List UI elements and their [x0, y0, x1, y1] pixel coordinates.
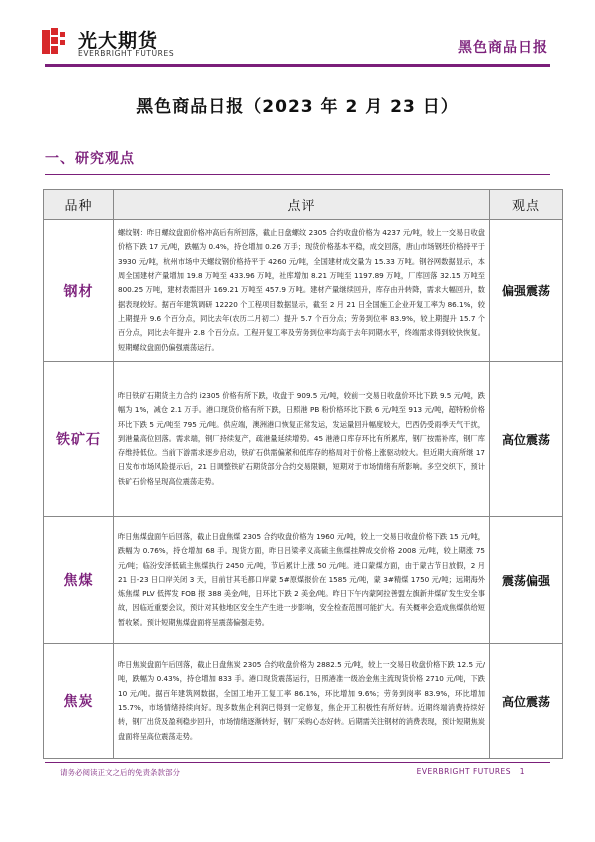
table-row [44, 220, 563, 362]
row-comment: 螺纹钢：昨日螺纹盘面价格冲高后有所回落，截止日盘螺纹 2305 合约收盘价格为 4237 元/吨，较上一交易日收盘价格下跌 17 元/吨，跌幅为 0.4%，持仓增加 0.26 万手；现货价格基本平稳，成交回落，唐山市场钢坯价格持平于 3930 元/吨，杭州市场中天螺纹钢价格持平于 4260 元/吨，全国建材成交量为 15.33 万吨。钢谷网数据显示，本周全国建材产量增加 19.8 万吨至 433.96 万吨，社库增加 8.21 万吨至 1197.89 万吨，厂库回落 32.15 万吨至 800.25 万吨，建材表需回升 169.21 万吨至 457.9 万吨。建材产量继续回升，库存由升转降，需求大幅回升，数据表现较好。据百年建筑调研 12220 个工程项目数据显示，截至 2 月 21 日全国施工企业开复工率为 86.1%，较上期提升 9.6 个百分点，同比去年(农历二月初二）提升 5.7 个百分点；劳务到位率 83.9%，较上期提升 15.7 个百分点，同比去年提升 2.8 个百分点。工程开复工率及劳务到位率均高于去年同期水平，终端需求得到较快恢复。短期螺纹盘面仍偏强震荡运行。 [114, 220, 490, 362]
row-view: 高位震荡 [490, 644, 563, 759]
row-view: 高位震荡 [490, 362, 563, 517]
row-comment: 昨日焦煤盘面午后回落，截止日盘焦煤 2305 合约收盘价格为 1960 元/吨，较上一交易日收盘价格下跌 15 元/吨，跌幅为 0.76%，持仓增加 68 手。现货方面，昨日吕梁孝义高硫主焦煤挂牌成交价格 2008 元/吨，较上期涨 75 元/吨；临汾安泽低硫主焦煤执行 2450 元/吨，节后累计上涨 50 元/吨。进口蒙煤方面，由于蒙古节日放假，2 月 21 日-23 日口岸关闭 3 天，目前甘其毛都口岸蒙 5#原煤报价在 1585 元/吨，蒙 3#精煤 1750 元/吨；远期海外炼焦煤 PLV 低挥发 FOB 报 388 美金/吨，日环比下跌 2 美金/吨。昨日下午内蒙阿拉善盟左旗新井煤矿发生安全事故，因临近重要会议，预计对其他地区安全生产生进一步影响，安全检查范围可能扩大。有关概率会造成焦煤供给短暂收紧。预计短期焦煤盘面将呈震荡偏强走势。 [114, 517, 490, 644]
row-kind: 铁矿石 [44, 362, 114, 517]
footer-disclaimer: 请务必阅读正文之后的免责条款部分 [60, 768, 180, 777]
research-table [43, 189, 563, 759]
table-row [44, 644, 563, 759]
section-title: 一、研究观点 [45, 151, 135, 167]
logo-text-cn: 光大期货 [78, 30, 159, 52]
row-kind: 钢材 [44, 220, 114, 362]
section-divider [45, 174, 550, 175]
footer-brand-page [417, 767, 525, 776]
document-title: 黑色商品日报（2023 年 2 月 23 日） [136, 97, 459, 117]
row-kind: 焦煤 [44, 517, 114, 644]
report-name: 黑色商品日报 [458, 40, 548, 56]
row-view: 偏强震荡 [490, 220, 563, 362]
table-row [44, 362, 563, 517]
page-number: 1 [519, 767, 525, 776]
footer-brand: EVERBRIGHT FUTURES [416, 767, 512, 776]
row-comment: 昨日铁矿石期货主力合约 i2305 价格有所下跌，收盘于 909.5 元/吨，较前一交易日收盘价环比下跌 9.5 元/吨，跌幅为 1%，减仓 2.1 万手。港口现货价格有所下跌，日照港 PB 粉价格环比下跌 6 元/吨至 913 元/吨，超特粉价格环比下跌 5 元/吨至 795 元/吨。供应端，澳洲港口恢复正常发运，发运量回升幅度较大，巴西仍受雨季天气干扰，到港量高位回落。需求端，钢厂持续复产，疏港量延续增势。45 港港口库存环比有所累库，钢厂按需补库，钢厂库存维持低位。当前下游需求逐步启动，铁矿石供需偏紧和低库存的格局对于价格上涨驱动较大。但近期大商所继 17 日发布市场风险提示后，21 日调整铁矿石期货部分合约交易限额，短期对于市场情绪有所影响。多空交织下，预计铁矿石价格呈现高位震荡走势。 [114, 362, 490, 517]
header-comment: 点评 [114, 190, 490, 220]
logo-mark-icon [42, 26, 72, 56]
header-view: 观点 [490, 190, 563, 220]
header-divider [45, 64, 550, 67]
logo-text-en: EVERBRIGHT FUTURES [78, 49, 175, 58]
table-row [44, 517, 563, 644]
row-view: 震荡偏强 [490, 517, 563, 644]
table-header-row [44, 190, 563, 220]
row-kind: 焦炭 [44, 644, 114, 759]
header-kind: 品种 [44, 190, 114, 220]
footer-divider [45, 762, 550, 763]
row-comment: 昨日焦炭盘面午后回落，截止日盘焦炭 2305 合约收盘价格为 2882.5 元/吨，较上一交易日收盘价格下跌 12.5 元/吨，跌幅为 0.43%，持仓增加 833 手。港口现货震荡运行，日照港准一级冶金焦主流现货价格 2710 元/吨，下跌 10 元/吨。据百年建筑网数据，全国工地开工复工率 86.1%，环比增加 9.6%；劳务到岗率 83.9%，环比增加 15.7%，市场情绪持续向好。现多数焦企利润已得到一定修复，焦企开工积极性有所好转。近期终端消费持续好转，钢厂出货及盈利稳步回升，市场情绪逐渐转好，钢厂采购心态好转。后期需关注钢材的消费表现，预计短期焦炭盘面将呈高位震荡走势。 [114, 644, 490, 759]
company-logo [42, 26, 182, 60]
